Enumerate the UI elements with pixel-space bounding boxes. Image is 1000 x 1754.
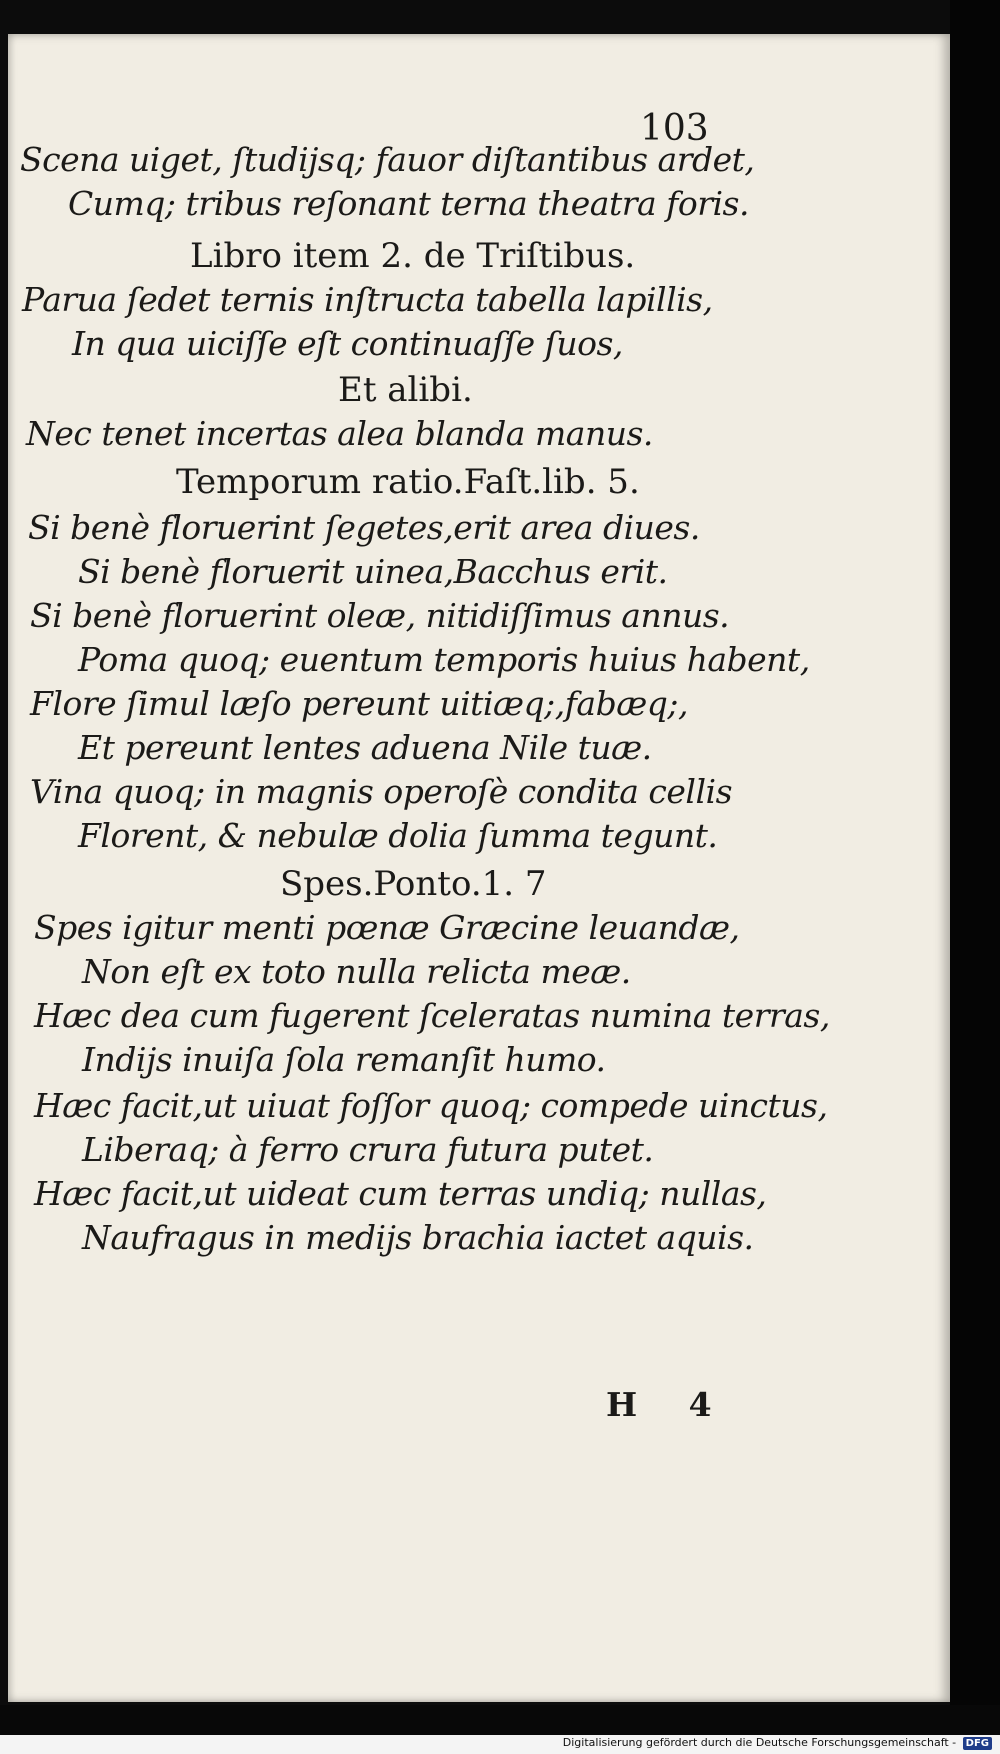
text-line: Nec tenet incertas alea blanda manus. xyxy=(26,414,653,453)
text-line: Naufragus in medijs brachia iactet aquis. xyxy=(82,1218,754,1257)
dfg-logo-icon: DFG xyxy=(963,1737,992,1750)
signature-mark: H 4 xyxy=(606,1385,732,1424)
text-line: Si benè floruerint oleæ, nitidiſſimus annus. xyxy=(30,596,730,635)
section-heading: Libro item 2. de Triſtibus. xyxy=(190,236,636,276)
text-line: Vina quoq; in magnis operoſè condita cellis xyxy=(30,772,733,811)
text-line: In qua uiciſſe eſt continuaſſe ſuos, xyxy=(72,324,623,363)
text-line: Hæc facit,ut uideat cum terras undiq; nullas, xyxy=(34,1174,767,1213)
text-line: Scena uiget, ſtudijsq; fauor diſtantibus ardet, xyxy=(20,140,755,179)
text-line: Si benè floruerit uinea,Bacchus erit. xyxy=(78,552,668,591)
text-line: Hæc facit,ut uiuat foſſor quoq; compede uinctus, xyxy=(34,1086,828,1125)
text-line: Flore ſimul læſo pereunt uitiæq;,fabæq;, xyxy=(30,684,688,723)
page-number: 103 xyxy=(640,108,709,149)
section-heading: Spes.Ponto.1. 7 xyxy=(280,864,547,904)
text-line: Si benè floruerint ſegetes,erit area diues. xyxy=(28,508,700,547)
text-line: Poma quoq; euentum temporis huius habent, xyxy=(78,640,810,679)
text-line: Parua ſedet ternis inſtructa tabella lapillis, xyxy=(22,280,713,319)
text-line: Florent, & nebulæ dolia ſumma tegunt. xyxy=(78,816,718,855)
text-line: Cumq; tribus reſonant terna theatra foris. xyxy=(68,184,749,223)
scan-right-margin xyxy=(950,0,1000,1754)
text-line: Liberaq; à ferro crura futura putet. xyxy=(82,1130,654,1169)
footer-dark-strip xyxy=(0,1705,1000,1735)
section-heading: Temporum ratio.Faſt.lib. 5. xyxy=(176,462,640,502)
text-line: Hæc dea cum fugerent ſceleratas numina terras, xyxy=(34,996,830,1035)
text-line: Spes igitur menti pœnæ Græcine leuandæ, xyxy=(34,908,740,947)
text-line: Et pereunt lentes aduena Nile tuæ. xyxy=(78,728,652,767)
text-line: Indijs inuiſa ſola remanſit humo. xyxy=(82,1040,606,1079)
text-line: Non eſt ex toto nulla relicta meæ. xyxy=(82,952,631,991)
digitization-credit xyxy=(563,1736,992,1750)
credit-text: Digitalisierung gefördert durch die Deutsche Forschungsgemeinschaft - xyxy=(562,1736,957,1749)
section-heading: Et alibi. xyxy=(338,370,473,410)
